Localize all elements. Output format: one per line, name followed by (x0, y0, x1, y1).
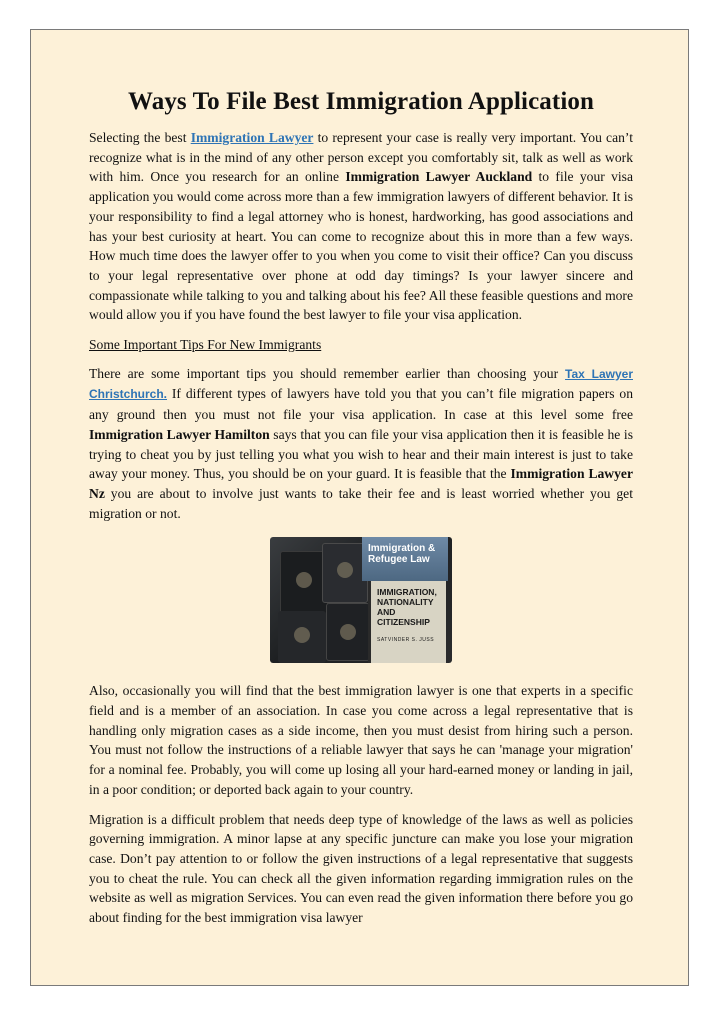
paragraph-migration: Migration is a difficult problem that needs deep type of knowledge of the laws as well as policies governing immigration. A minor lapse at any specific juncture can make you lose your migration case. Don’t pay attention to or follow the given instructions of a legal representative that suggests you to cheat the rule. You can check all the given information regarding immigration rules on the website as well as migration Services. You can even read the given information there before you go about finding for the best immigration visa lawyer (89, 811, 633, 926)
document-content (89, 88, 633, 938)
section-subheading: Some Important Tips For New Immigrants (89, 337, 322, 353)
passport-shape (278, 611, 326, 663)
paragraph-text: Selecting the best (89, 130, 191, 145)
paragraph-text: you are about to involve just wants to take their fee and is least worried whether you get migration or not. (89, 485, 633, 521)
crest-icon (294, 627, 310, 643)
page-title: Ways To File Best Immigration Application (128, 88, 594, 115)
paragraph-intro (89, 128, 633, 325)
paragraph-tips (89, 364, 633, 524)
book-cover-top: Immigration & Refugee Law (362, 537, 448, 581)
paragraph-text: to file your visa application you would come across more than a few immigration lawyers of different behavior. It is your responsibility to find a legal attorney who is honest, hardworking, has good associations and has your best curiosity at heart. You can come to recognize about this in more than a few ways. How much time does the lawyer offer to you when you come to visit their office? Can you discuss to your legal representative over phone at odd day timings? Is your lawyer sincere and compassionate while talking to you and talking about his fee? All these feasible questions and more would allow you if you have found the best lawyer to file your visa application. (89, 169, 634, 323)
paragraph-text: to represent your case is really very important. You can’t recognize what is in the mind of any other person except you comfortably sit, talk as well as work with him. Once you research for an online (89, 130, 633, 185)
immigration-lawyer-link[interactable]: Immigration Lawyer (190, 130, 314, 145)
crest-icon (296, 572, 312, 588)
passport-shape (280, 551, 328, 615)
document-page (30, 29, 689, 986)
bold-keyword: Immigration Lawyer Nz (89, 466, 633, 501)
book-cover-main (368, 581, 446, 663)
passport-shape (326, 603, 370, 661)
book-author: SATVINDER S. JUSS (377, 637, 435, 644)
bold-keyword: Immigration Lawyer Hamilton (89, 426, 270, 442)
paragraph-text: If different types of lawyers have told you that you can’t file migration papers on any ground then you must not file your visa application. In case at this level some free (89, 386, 633, 423)
paragraph-specialist: Also, occasionally you will find that the best immigration lawyer is one that experts in a specific field and is a member of an association. In case you come across a legal representative that is handling only migration cases as a side income, then you must desist from hiring such a person. You must not follow the instructions of a reliable lawyer that says he can 'manage your migration' for a nominal fee. Probably, you will come up losing all your hard-earned money or landing in jail, in a poor condition; or deported back again to your country. (89, 683, 633, 797)
bold-keyword: Immigration Lawyer Auckland (345, 169, 533, 185)
tax-lawyer-link[interactable]: Tax Lawyer Christchurch. (89, 366, 633, 402)
crest-icon (340, 624, 356, 640)
passports-book-image (270, 537, 452, 663)
paragraph-text: says that you can file your visa application then it is feasible he is trying to cheat you by just telling you what you wish to hear and their main interest is just to take away your money. Thus, you should be on your guard. It is feasible that the (89, 426, 633, 482)
paragraph-text: There are some important tips you should remember earlier than choosing your (89, 365, 566, 381)
book-title: IMMIGRATION, NATIONALITY AND CITIZENSHIP (377, 587, 437, 628)
crest-icon (337, 562, 353, 578)
